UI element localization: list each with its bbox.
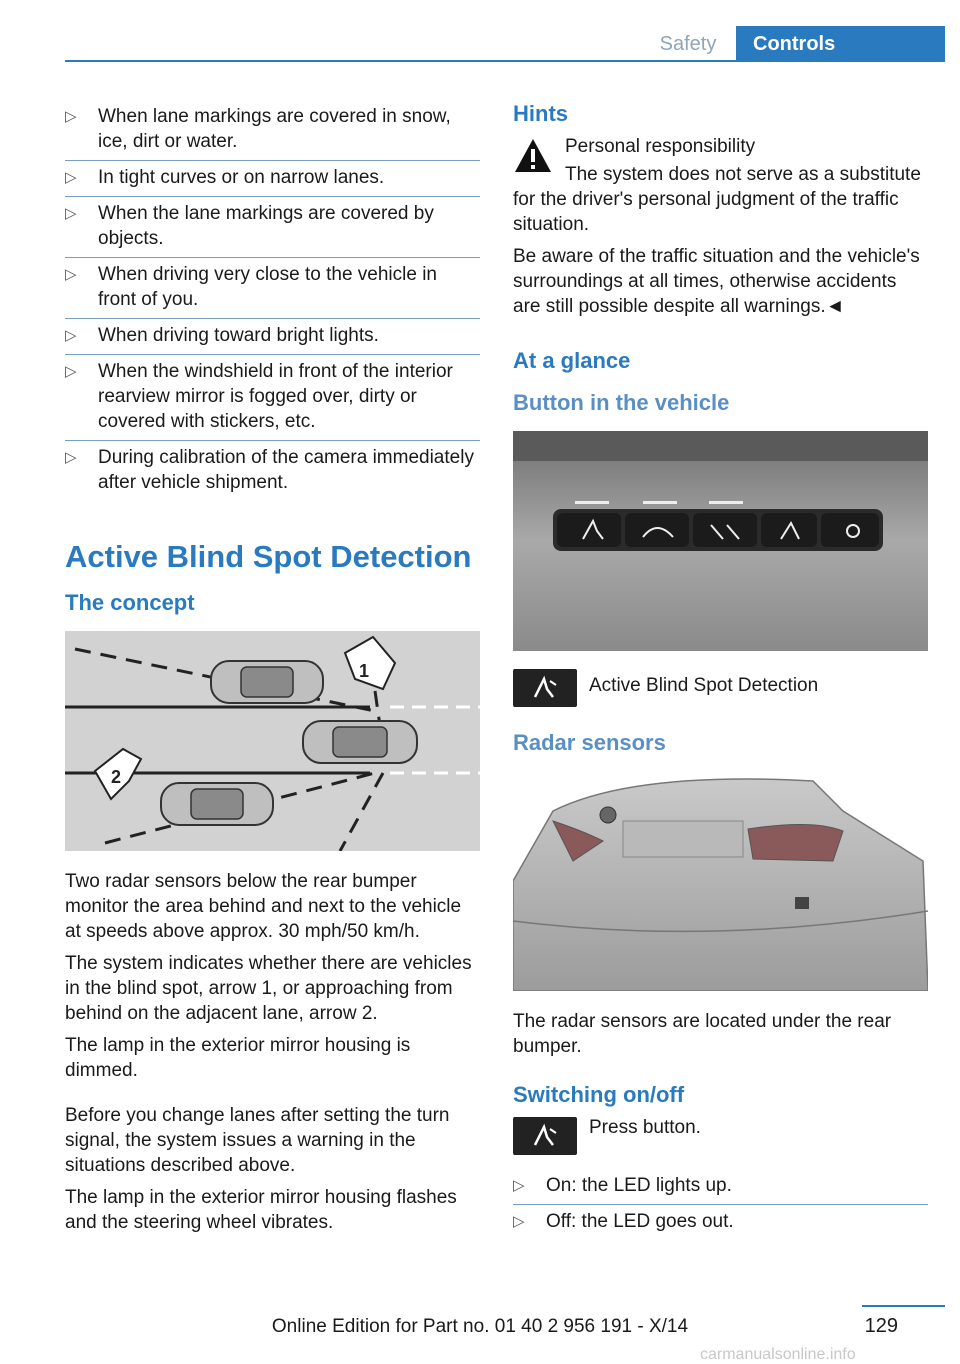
limitations-list bbox=[65, 100, 480, 501]
blind-spot-button-icon bbox=[513, 669, 577, 707]
car-icon bbox=[303, 721, 417, 763]
list-item: ▷ When the lane markings are covered by objects. bbox=[65, 197, 480, 258]
footer-rule bbox=[862, 1305, 945, 1307]
bullet-triangle-icon: ▷ bbox=[65, 449, 77, 466]
arrow-2-label: 2 bbox=[111, 767, 122, 787]
list-item: ▷ In tight curves or on narrow lanes. bbox=[65, 161, 480, 197]
concept-heading: The concept bbox=[65, 590, 195, 615]
right-column bbox=[513, 100, 928, 1240]
button-panel-photo bbox=[513, 431, 928, 651]
radar-text: The radar sensors are located under the rear bumper. bbox=[513, 1011, 892, 1057]
bullet-triangle-icon: ▷ bbox=[65, 169, 77, 186]
button-caption: Active Blind Spot Detection bbox=[589, 675, 819, 696]
list-item: ▷ During calibration of the camera immediately after vehicle shipment. bbox=[65, 447, 474, 493]
switch-heading: Switching on/off bbox=[513, 1082, 685, 1107]
list-item: ▷ When lane markings are covered in snow, ice, dirt or water. bbox=[65, 100, 480, 161]
page-number: 129 bbox=[864, 1315, 898, 1337]
car-icon bbox=[211, 661, 323, 703]
header-tab-safety: Safety bbox=[659, 33, 717, 55]
footer-edition: Online Edition for Part no. 01 40 2 956 191 - X/14 bbox=[271, 1316, 689, 1337]
left-column bbox=[65, 100, 480, 1242]
switch-list bbox=[513, 1169, 928, 1240]
bullet-triangle-icon: ▷ bbox=[65, 266, 77, 283]
body-paragraph: The lamp in the exterior mirror housing is dimmed. bbox=[65, 1035, 411, 1081]
at-a-glance-heading: At a glance bbox=[513, 348, 631, 373]
watermark: carmanualsonline.info bbox=[700, 1346, 856, 1363]
list-item: ▷ When driving toward bright lights. bbox=[65, 319, 480, 355]
button-legend-row bbox=[513, 669, 928, 707]
blind-spot-diagram bbox=[65, 631, 480, 851]
switch-text: Press button. bbox=[589, 1117, 701, 1138]
button-heading: Button in the vehicle bbox=[513, 390, 730, 415]
radar-sensor-photo bbox=[513, 771, 928, 991]
bullet-triangle-icon: ▷ bbox=[65, 108, 77, 125]
header-tab-controls: Controls bbox=[736, 26, 945, 62]
header-rule bbox=[65, 60, 945, 62]
bullet-triangle-icon: ▷ bbox=[65, 363, 77, 380]
list-item: ▷ When the windshield in front of the interior rearview mirror is fogged over, dirty or covered with stickers, etc. bbox=[65, 355, 480, 441]
blind-spot-button-icon bbox=[513, 1117, 577, 1155]
arrow-1-label: 1 bbox=[359, 661, 370, 681]
switch-row bbox=[513, 1117, 928, 1155]
warning-box bbox=[513, 134, 928, 319]
bullet-triangle-icon: ▷ bbox=[65, 327, 77, 344]
body-paragraph: Two radar sensors below the rear bumper monitor the area behind and next to the vehicle at speeds above approx. 30 mph/50 km/h. bbox=[65, 871, 462, 942]
bullet-triangle-icon: ▷ bbox=[65, 205, 77, 222]
body-paragraph: The system indicates whether there are vehicles in the blind spot, arrow 1, or approaching from behind on the adjacent lane, arrow 2. bbox=[65, 953, 472, 1024]
section-title: Active Blind Spot Detection bbox=[65, 539, 472, 574]
list-item: ▷ On: the LED lights up. bbox=[513, 1169, 928, 1205]
bullet-triangle-icon: ▷ bbox=[513, 1213, 525, 1230]
radar-heading: Radar sensors bbox=[513, 730, 666, 755]
hints-heading: Hints bbox=[513, 101, 568, 126]
body-paragraph: The lamp in the exterior mirror housing flashes and the steering wheel vibrates. bbox=[65, 1187, 457, 1233]
list-item: ▷ When driving very close to the vehicle in front of you. bbox=[65, 258, 480, 319]
body-paragraph: Before you change lanes after setting the turn signal, the system issues a warning in the situations described above. bbox=[65, 1105, 450, 1176]
warning-text-2: Be aware of the traffic situation and the vehicle's surroundings at all times, otherwise accidents are still possible despite all warnings.◄ bbox=[513, 246, 920, 317]
warning-title: Personal responsibility bbox=[565, 136, 756, 157]
warning-text: The system does not serve as a substitute for the driver's personal judgment of the traffic situation. bbox=[513, 164, 921, 235]
car-icon bbox=[161, 783, 273, 825]
warning-triangle-icon bbox=[513, 136, 553, 176]
list-item: ▷ Off: the LED goes out. bbox=[513, 1211, 734, 1232]
bullet-triangle-icon: ▷ bbox=[513, 1177, 525, 1194]
